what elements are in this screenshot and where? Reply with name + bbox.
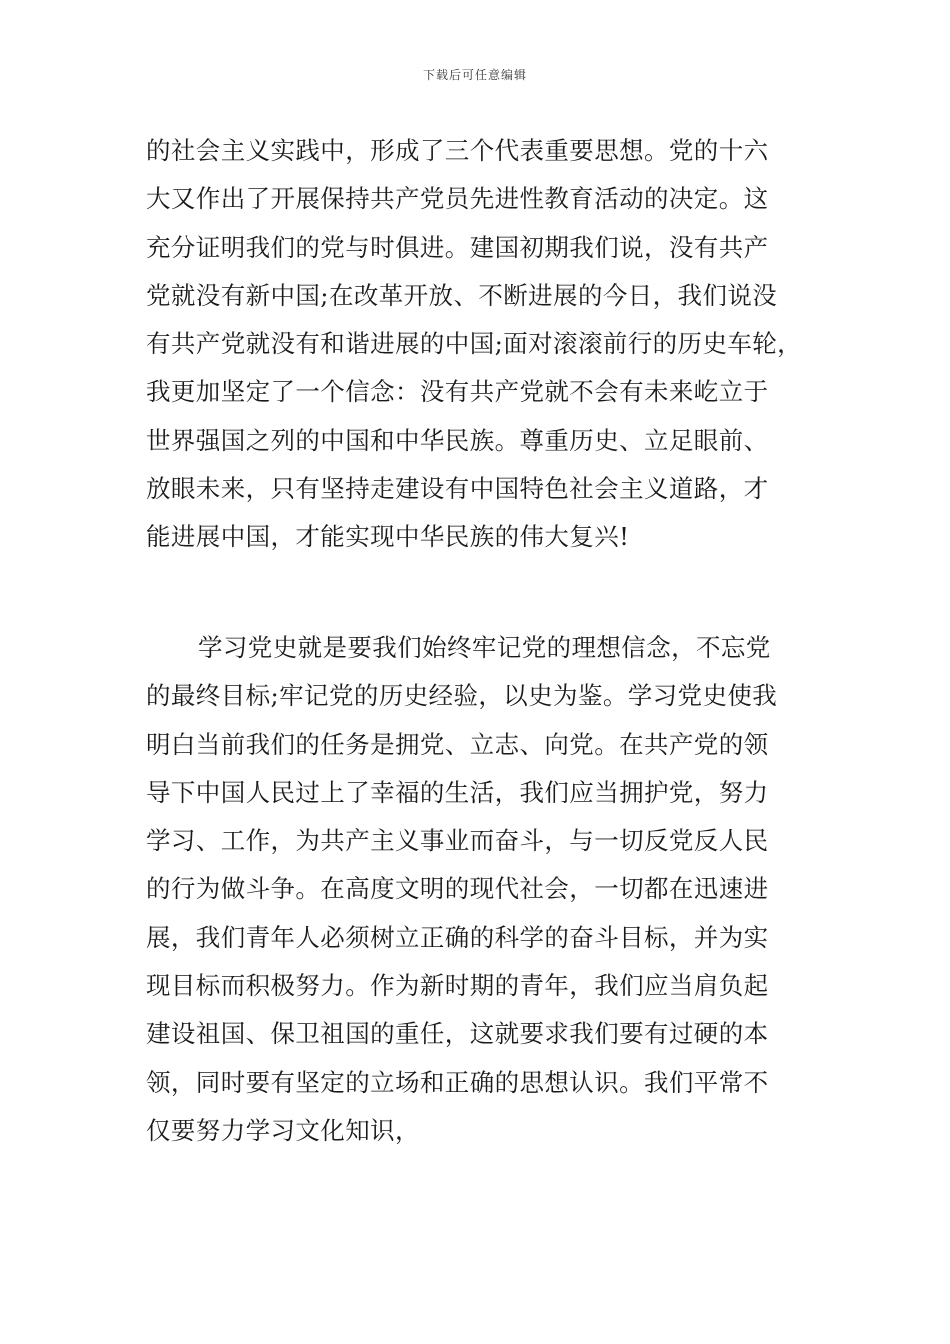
text-line: 大又作出了开展保持共产党员先进性教育活动的决定。这 — [146, 184, 769, 214]
text-line: 明白当前我们的任务是拥党、立志、向党。在共产党的领 — [146, 729, 769, 759]
text-line: 能进展中国，才能实现中华民族的伟大复兴! — [146, 522, 630, 552]
text-line: 充分证明我们的党与时俱进。建国初期我们说，没有共产 — [146, 232, 769, 262]
text-line: 的最终目标;牢记党的历史经验，以史为鉴。学习党史使我 — [146, 681, 778, 711]
text-line: 世界强国之列的中国和中华民族。尊重历史、立足眼前、 — [146, 425, 769, 455]
text-line: 展，我们青年人必须树立正确的科学的奋斗目标，并为实 — [146, 922, 769, 952]
text-line: 现目标而积极努力。作为新时期的青年，我们应当肩负起 — [146, 971, 769, 1001]
text-line: 放眼未来，只有坚持走建设有中国特色社会主义道路，才 — [146, 474, 769, 504]
header-note: 下载后可任意编辑 — [422, 68, 527, 82]
text-line: 学习党史就是要我们始终牢记党的理想信念，不忘党 — [198, 633, 771, 662]
text-line: 领，同时要有坚定的立场和正确的思想认识。我们平常不 — [146, 1067, 769, 1097]
text-line: 仅要努力学习文化知识， — [146, 1115, 420, 1145]
text-line: 导下中国人民过上了幸福的生活，我们应当拥护党，努力 — [146, 777, 769, 807]
paragraph-2 — [146, 624, 810, 1155]
text-line: 有共产党就没有和谐进展的中国;面对滚滚前行的历史车轮， — [146, 329, 803, 359]
text-line: 的行为做斗争。在高度文明的现代社会，一切都在迅速进 — [146, 874, 769, 904]
text-line: 党就没有新中国;在改革开放、不断进展的今日，我们说没 — [146, 280, 778, 310]
text-line: 我更加坚定了一个信念：没有共产党就不会有未来屹立于 — [146, 377, 769, 407]
paragraph-1 — [146, 127, 810, 562]
text-line: 的社会主义实践中，形成了三个代表重要思想。党的十六 — [146, 136, 769, 165]
text-line: 建设祖国、保卫祖国的重任，这就要求我们要有过硬的本 — [146, 1019, 769, 1049]
text-line: 学习、工作，为共产主义事业而奋斗，与一切反党反人民 — [146, 826, 769, 856]
